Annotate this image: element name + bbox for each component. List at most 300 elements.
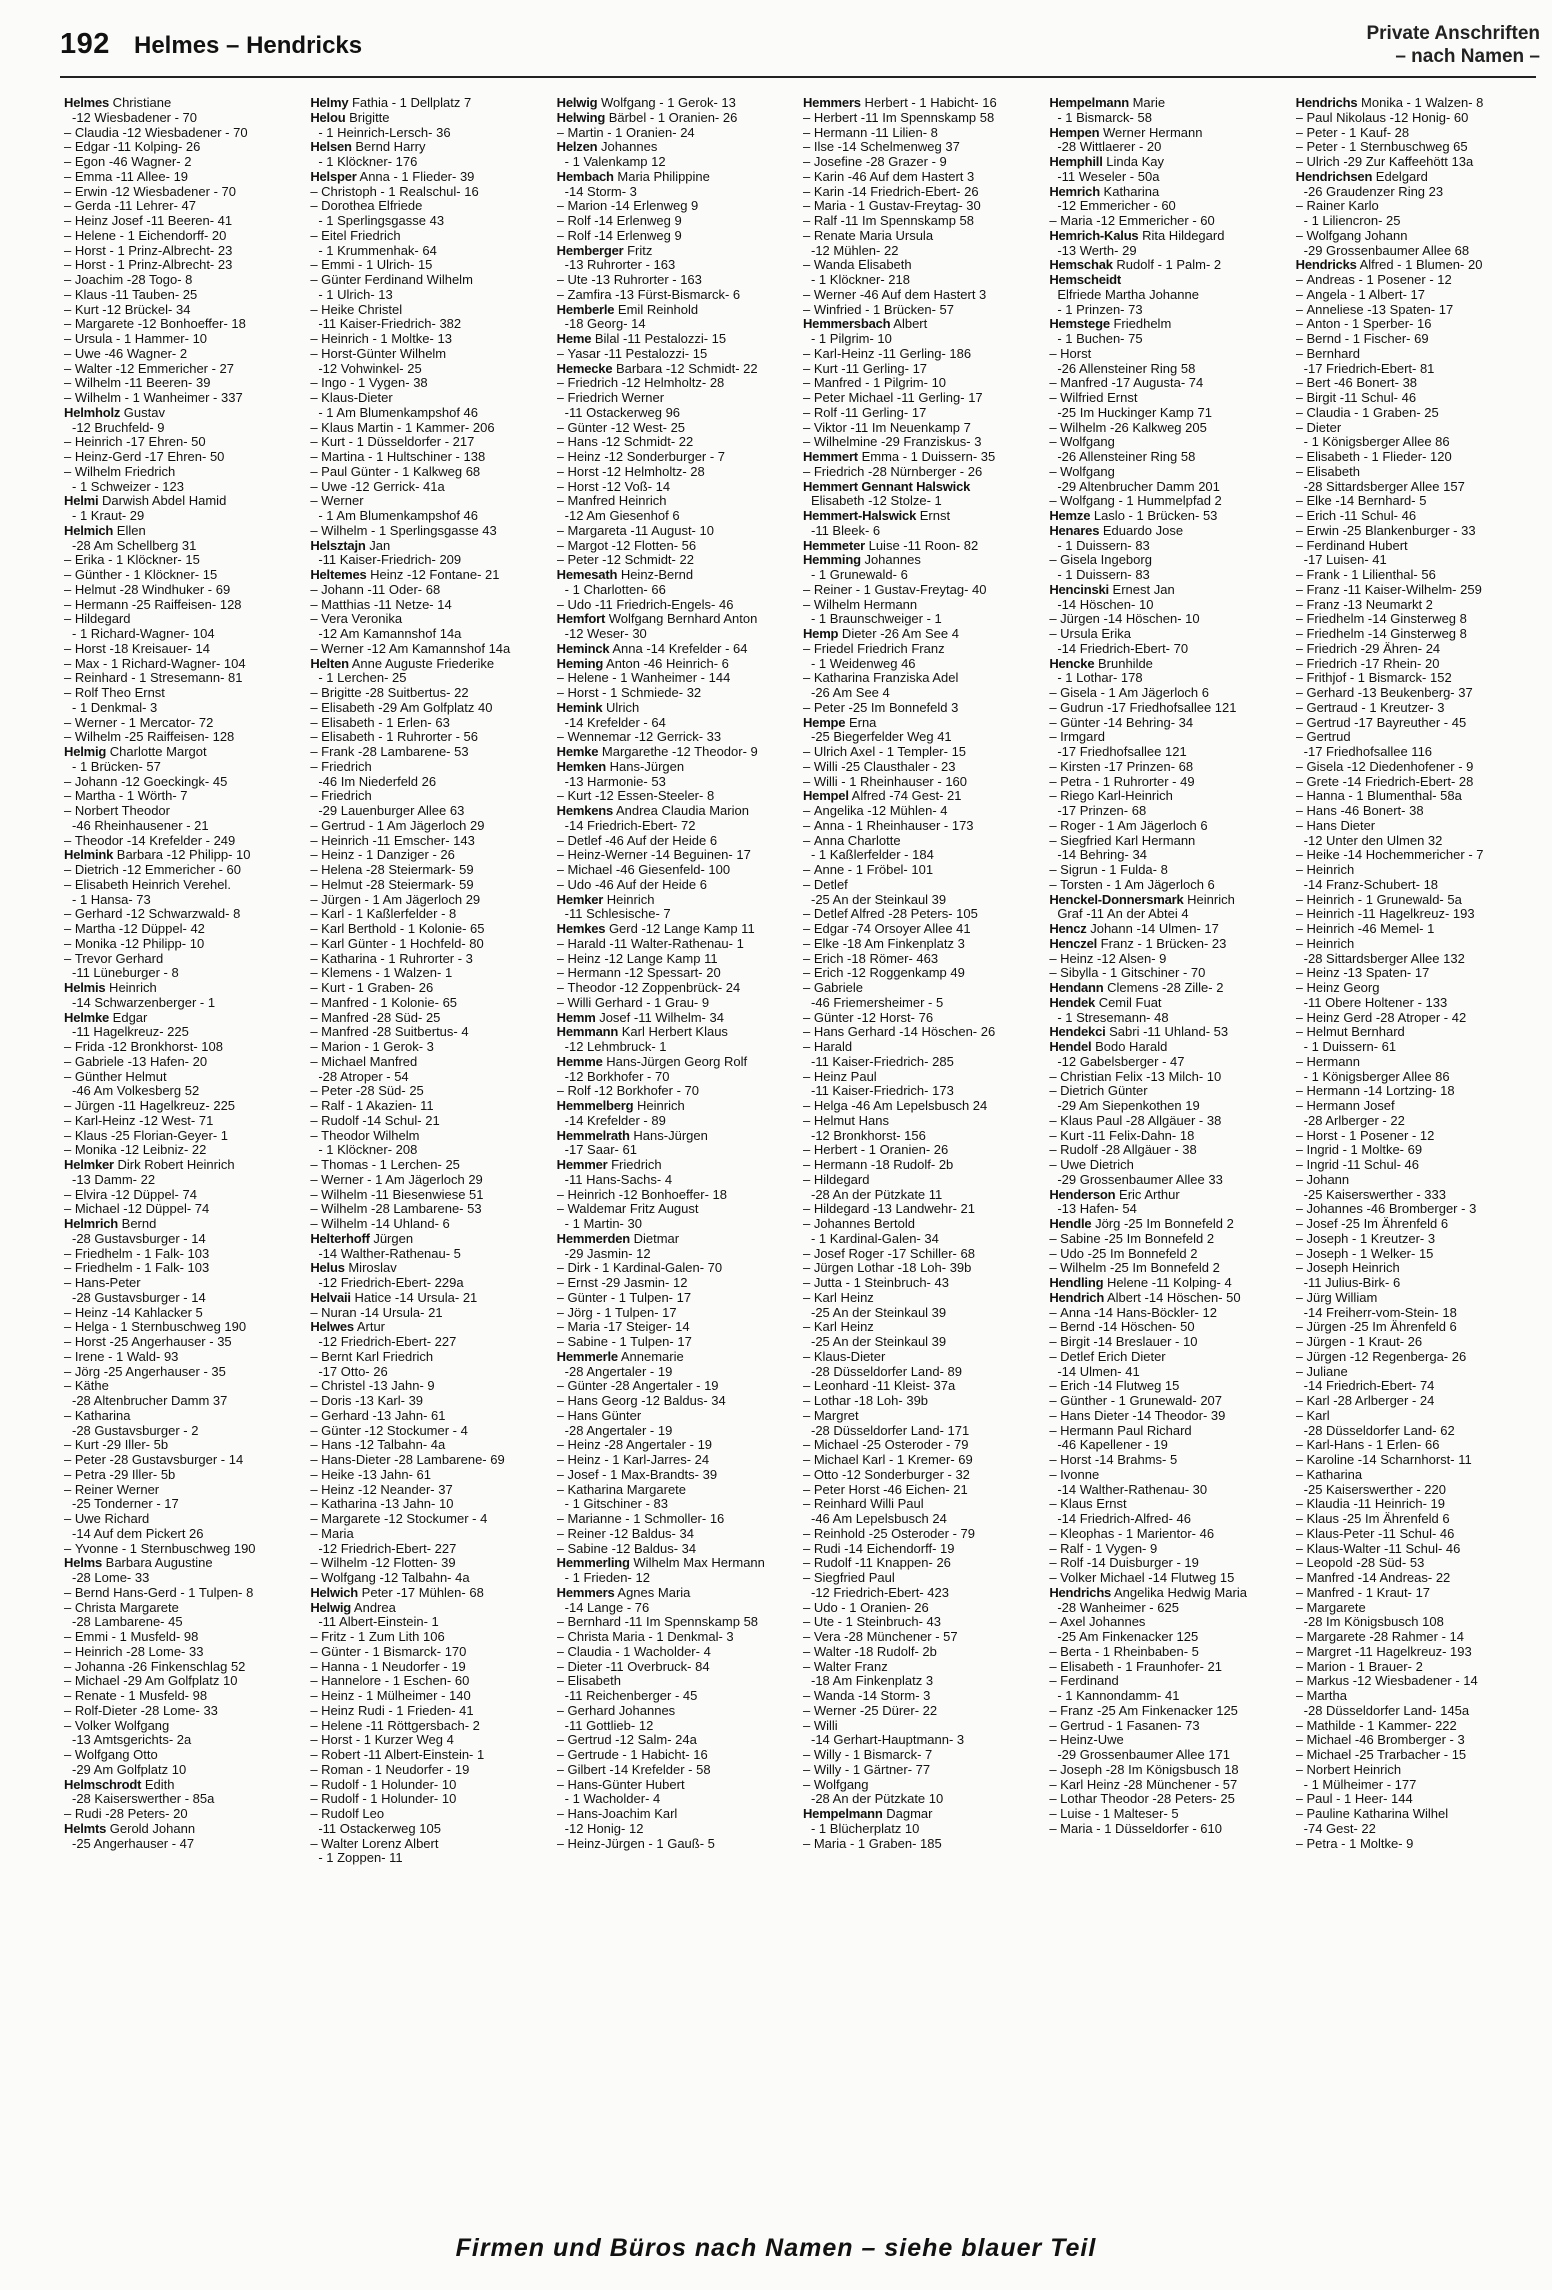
- entry-line: – Angelika -12 Mühlen- 4: [803, 804, 1043, 819]
- entry-surname: Helmink: [64, 848, 114, 863]
- entry-line: – Hans -12 Schmidt- 22: [557, 435, 797, 450]
- entry-line: – Doris -13 Karl- 39: [310, 1394, 550, 1409]
- entry-line: – Friedhelm - 1 Falk- 103: [64, 1261, 304, 1276]
- entry-line: – Klaus Ernst: [1049, 1497, 1289, 1512]
- entry-line: - 1 Am Blumenkampshof 46: [318, 405, 479, 420]
- entry-line: – Margarete: [1296, 1601, 1536, 1616]
- entry-line: – Hermann -18 Rudolf- 2b: [803, 1158, 1043, 1173]
- entry-line: – Elisabeth - 1 Flieder- 120: [1296, 450, 1536, 465]
- entry-line: -12 Mühlen- 22: [810, 243, 899, 258]
- entry-line: -14 Friedrich-Ebert- 74: [1303, 1379, 1435, 1394]
- entry-line: – Elisabeth: [557, 1674, 797, 1689]
- entry-line: – Joseph - 1 Kreutzer- 3: [1296, 1232, 1536, 1247]
- entry-line: - 1 Blücherplatz 10: [810, 1821, 920, 1836]
- entry-line: -28 Atroper - 54: [318, 1069, 409, 1084]
- entry-surname: Hembach: [556, 169, 614, 184]
- entry-line: – Herbert - 1 Oranien- 26: [803, 1143, 1043, 1158]
- entry-line: – Hans-Peter: [64, 1276, 304, 1291]
- entry-first-line: Annemarie: [617, 1349, 684, 1364]
- entry-line: – Herbert -11 Im Spennskamp 58: [803, 111, 1043, 126]
- entry-line: – Rolf -12 Borkhofer - 70: [557, 1084, 797, 1099]
- entry-line: – Uwe -12 Gerrick- 41a: [310, 480, 550, 495]
- entry-line: – Friedel Friedrich Franz: [803, 642, 1043, 657]
- entry-first-line: Heinrich: [603, 892, 655, 907]
- entry-surname: Helou: [310, 110, 346, 125]
- entry-line: – Walter -12 Emmericher - 27: [64, 362, 304, 377]
- entry-line: – Wilhelm - 1 Wanheimer - 337: [64, 391, 304, 406]
- entry-line: – Klaus-Dieter: [803, 1350, 1043, 1365]
- entry-first-line: Johannes: [597, 140, 658, 155]
- entry-surname: Helsztajn: [310, 538, 366, 553]
- entry-line: – Elisabeth - 1 Erlen- 63: [310, 716, 550, 731]
- entry-line: – Heinz - 1 Danziger - 26: [310, 848, 550, 863]
- entry-line: – Sabine -25 Im Bonnefeld 2: [1049, 1232, 1289, 1247]
- entry-line: – Günter -12 Stockumer - 4: [310, 1424, 550, 1439]
- entry-surname: Hemfort: [556, 612, 606, 627]
- entry-first-line: Cemil Fuat: [1095, 995, 1162, 1010]
- entry-line: – Helene -11 Röttgersbach- 2: [310, 1719, 550, 1734]
- entry-line: – Günther - 1 Grunewald- 207: [1049, 1394, 1289, 1409]
- entry-line: -25 Kaiserswerther - 220: [1303, 1482, 1446, 1497]
- entry-line: -28 Düsseldorfer Land- 62: [1303, 1423, 1455, 1438]
- entry-surname: Hemke: [556, 745, 599, 759]
- entry-surname: Hencz: [1049, 922, 1087, 936]
- entry-line: -14 Ulmen- 41: [1057, 1364, 1140, 1379]
- entry-line: – Paul - 1 Heer- 144: [1296, 1792, 1536, 1807]
- entry-line: -12 Am Giesenhof 6: [564, 509, 680, 523]
- entry-line: – Dieter: [1296, 421, 1536, 436]
- entry-line: – Johann: [1296, 1173, 1536, 1188]
- entry-first-line: Ernest Jan: [1108, 582, 1175, 597]
- entry-line: – Jürgen -14 Höschen- 10: [1049, 612, 1289, 627]
- directory-entry: [1049, 922, 1289, 937]
- entry-line: – Margot -12 Flotten- 56: [557, 539, 797, 554]
- entry-line: – Petra - 1 Moltke- 9: [1296, 1837, 1536, 1852]
- directory-entry: [310, 539, 550, 554]
- entry-surname: Heming: [556, 656, 604, 671]
- entry-line: -11 Ostackerweg 105: [318, 1821, 441, 1836]
- entry-line: - 1 Klöckner- 208: [318, 1143, 418, 1158]
- directory-entry: [557, 170, 797, 185]
- entry-line: – Jürg William: [1296, 1291, 1536, 1306]
- entry-line: – Emmi - 1 Musfeld- 98: [64, 1630, 304, 1645]
- entry-first-line: Luise -11 Roon- 82: [864, 538, 979, 553]
- entry-line: – Karoline -14 Scharnhorst- 11: [1296, 1453, 1536, 1468]
- entry-line: – Katharina -13 Jahn- 10: [310, 1497, 550, 1512]
- entry-line: – Elisabeth - 1 Fraunhofer- 21: [1049, 1660, 1289, 1675]
- entry-surname: Helmig: [64, 745, 107, 759]
- entry-line: – Wilhelm -14 Uhland- 6: [310, 1217, 550, 1232]
- entry-line: - 1 Pilgrim- 10: [810, 332, 892, 346]
- entry-line: - 1 Martin- 30: [564, 1217, 642, 1231]
- directory-entry: [64, 1158, 304, 1173]
- directory-entry: [310, 140, 550, 155]
- entry-line: – Friedrich -12 Helmholtz- 28: [557, 376, 797, 391]
- entry-line: – Martina - 1 Hultschiner - 138: [310, 450, 550, 465]
- entry-line: -17 Friedhofsallee 121: [1057, 745, 1187, 759]
- entry-line: – Friedrich -29 Ähren- 24: [1296, 642, 1536, 657]
- entry-line: – Renate - 1 Musfeld- 98: [64, 1689, 304, 1704]
- entry-line: -14 Friedrich-Ebert- 70: [1057, 641, 1189, 656]
- entry-line: – Günther Helmut: [64, 1070, 304, 1085]
- entry-line: -46 Am Lepelsbusch 24: [810, 1512, 947, 1526]
- directory-entry: [310, 1601, 550, 1616]
- entry-line: -12 Am Kamannshof 14a: [318, 627, 462, 641]
- entry-line: -13 Werth- 29: [1057, 243, 1137, 258]
- entry-line: – Rolf -14 Erlenweg 9: [557, 214, 797, 229]
- entry-line: – Joseph - 1 Welker- 15: [1296, 1247, 1536, 1262]
- entry-line: -12 Friedrich-Ebert- 423: [810, 1585, 949, 1600]
- entry-line: -28 Düsseldorfer Land- 89: [810, 1364, 963, 1379]
- entry-line: – Waldemar Fritz August: [557, 1202, 797, 1217]
- entry-line: – Katharina: [1296, 1468, 1536, 1483]
- directory-entry: [557, 303, 797, 318]
- entry-line: -25 Biegerfelder Weg 41: [810, 730, 952, 745]
- directory-entry: [803, 553, 1043, 568]
- entry-line: – Sigrun - 1 Fulda- 8: [1049, 863, 1289, 878]
- entry-line: -28 Düsseldorfer Land- 145a: [1303, 1703, 1470, 1718]
- entry-line: – Manfred - 1 Pilgrim- 10: [803, 376, 1043, 391]
- entry-line: – Gertrud -17 Bayreuther - 45: [1296, 716, 1536, 731]
- directory-entry: [310, 1232, 550, 1247]
- entry-line: – Rolf -14 Erlenweg 9: [557, 229, 797, 244]
- entry-surname: Hendekci: [1049, 1025, 1106, 1040]
- entry-line: – Johannes Bertold: [803, 1217, 1043, 1232]
- entry-line: - 1 Grunewald- 6: [810, 568, 908, 582]
- entry-first-line: Herbert - 1 Habicht- 16: [860, 96, 997, 110]
- entry-surname: Hemmersbach: [802, 317, 891, 332]
- entry-line: -12 Borkhofer - 70: [564, 1069, 670, 1084]
- entry-line: -17 Prinzen- 68: [1057, 804, 1147, 818]
- entry-line: – Pauline Katharina Wilhel: [1296, 1807, 1536, 1822]
- entry-line: -13 Hafen- 54: [1057, 1202, 1137, 1217]
- entry-line: – Ferdinand: [1049, 1674, 1289, 1689]
- entry-line: – Joseph -28 Im Königsbusch 18: [1049, 1763, 1289, 1778]
- entry-line: – Hermann -14 Lortzing- 18: [1296, 1084, 1536, 1099]
- entry-line: – Siegfried Paul: [803, 1571, 1043, 1586]
- directory-entry: [557, 922, 797, 937]
- entry-line: – Helene - 1 Wanheimer - 144: [557, 671, 797, 686]
- entry-first-line: Jürgen: [369, 1231, 414, 1246]
- directory-entry: [64, 1556, 304, 1571]
- entry-line: – Wilhelm -25 Raiffeisen- 128: [64, 730, 304, 745]
- entry-line: – Hermann Josef: [1296, 1099, 1536, 1114]
- entry-line: – Wilhelm -28 Lambarene- 53: [310, 1202, 550, 1217]
- entry-first-line: Emil Reinhold: [614, 302, 699, 317]
- directory-entry: [557, 612, 797, 627]
- entry-line: – Axel Johannes: [1049, 1615, 1289, 1630]
- entry-line: – Maria -12 Emmericher - 60: [1049, 214, 1289, 229]
- entry-line: – Wilhelm Hermann: [803, 598, 1043, 613]
- entry-line: – Jutta - 1 Steinbruch- 43: [803, 1276, 1043, 1291]
- entry-surname: Hemmert Gennant Halswick: [802, 479, 971, 494]
- entry-first-line: Anne Auguste Friederike: [348, 656, 495, 671]
- entry-first-line: Hans-Jürgen: [629, 1128, 708, 1143]
- directory-column: [64, 96, 304, 2216]
- entry-line: -28 Kaiserswerther - 85a: [72, 1792, 215, 1807]
- entry-line: - 1 Kaßlerfelder - 184: [810, 848, 934, 863]
- entry-line: – Hermann Paul Richard: [1049, 1424, 1289, 1439]
- entry-surname: Helmy: [310, 96, 349, 110]
- entry-line: – Berta - 1 Rheinbaben- 5: [1049, 1645, 1289, 1660]
- entry-line: -11 Albert-Einstein- 1: [318, 1615, 439, 1630]
- entry-line: -28 An der Pützkate 10: [810, 1792, 944, 1807]
- entry-line: -11 Lüneburger - 8: [72, 966, 179, 981]
- entry-line: – Gertrud - 1 Am Jägerloch 29: [310, 819, 550, 834]
- entry-line: -14 Auf dem Pickert 26: [72, 1526, 204, 1541]
- entry-line: – Walter Franz: [803, 1660, 1043, 1675]
- entry-line: – Karl-Heinz -11 Gerling- 186: [803, 347, 1043, 362]
- entry-first-line: Miroslav: [344, 1261, 397, 1276]
- entry-line: - 1 Kardinal-Galen- 34: [810, 1231, 939, 1246]
- entry-line: – Gertrude - 1 Habicht- 16: [557, 1748, 797, 1763]
- entry-line: – Ralf -11 Im Spennskamp 58: [803, 214, 1043, 229]
- entry-line: – Gabriele -13 Hafen- 20: [64, 1055, 304, 1070]
- entry-line: – Marianne - 1 Schmoller- 16: [557, 1512, 797, 1527]
- entry-surname: Helmholz: [64, 405, 121, 420]
- directory-column: [1296, 96, 1536, 2216]
- directory-entry: [1049, 155, 1289, 170]
- directory-entry: [310, 1291, 550, 1306]
- entry-surname: Hemmers: [556, 1585, 615, 1600]
- entry-line: – Franz -25 Am Finkenacker 125: [1049, 1704, 1289, 1719]
- entry-line: – Hans Dieter -14 Theodor- 39: [1049, 1409, 1289, 1424]
- entry-line: -28 Lambarene- 45: [72, 1615, 183, 1630]
- entry-line: – Katharina Franziska Adel: [803, 671, 1043, 686]
- entry-line: – Günter - 1 Bismarck- 170: [310, 1645, 550, 1660]
- entry-first-line: Dietmar: [630, 1231, 680, 1246]
- entry-line: – Gertrud -12 Salm- 24a: [557, 1733, 797, 1748]
- entry-line: -28 Wanheimer - 625: [1057, 1600, 1179, 1615]
- entry-first-line: Franz - 1 Brücken- 23: [1097, 936, 1227, 951]
- entry-line: – Vera -28 Münchener - 57: [803, 1630, 1043, 1645]
- entry-line: -18 Georg- 14: [564, 317, 646, 332]
- entry-line: -28 Gustavsburger - 14: [72, 1290, 206, 1305]
- entry-line: -11 Kaiser-Friedrich- 382: [318, 317, 462, 332]
- directory-column: [310, 96, 550, 2216]
- entry-line: – Ute - 1 Steinbruch- 43: [803, 1615, 1043, 1630]
- entry-surname: Hendrichsen: [1295, 169, 1373, 184]
- entry-line: -28 Gustavsburger - 14: [72, 1231, 206, 1246]
- entry-line: – Hermann -12 Spessart- 20: [557, 966, 797, 981]
- directory-entry: [1049, 509, 1289, 524]
- entry-line: – Peter - 1 Kauf- 28: [1296, 126, 1536, 141]
- entry-line: -11 Schlesische- 7: [564, 907, 671, 922]
- entry-line: - 1 Brücken- 57: [72, 759, 161, 774]
- entry-line: -46 Kapellener - 19: [1057, 1438, 1168, 1453]
- entry-line: – Ulrich -29 Zur Kaffeehött 13a: [1296, 155, 1536, 170]
- entry-line: – Werner -25 Dürer- 22: [803, 1704, 1043, 1719]
- page-number: 192: [60, 28, 110, 60]
- entry-line: – Ferdinand Hubert: [1296, 539, 1536, 554]
- directory-entry: [1296, 258, 1536, 273]
- entry-line: – Hanna - 1 Blumenthal- 58a: [1296, 789, 1536, 804]
- entry-line: – Sabine -12 Baldus- 34: [557, 1542, 797, 1557]
- entry-line: – Horst - 1 Posener - 12: [1296, 1129, 1536, 1144]
- entry-line: – Walter Lorenz Albert: [310, 1837, 550, 1852]
- entry-line: – Michael Manfred: [310, 1055, 550, 1070]
- entry-line: – Helmut -28 Windhuker - 69: [64, 583, 304, 598]
- entry-line: – Winfried - 1 Brücken- 57: [803, 303, 1043, 318]
- entry-line: – Hans Dieter: [1296, 819, 1536, 834]
- entry-line: – Lothar Theodor -28 Peters- 25: [1049, 1792, 1289, 1807]
- entry-line: – Matthias -11 Netze- 14: [310, 598, 550, 613]
- entry-line: -12 Friedrich-Ebert- 227: [318, 1335, 457, 1349]
- entry-first-line: Gerold Johann: [106, 1821, 196, 1836]
- entry-line: – Andreas - 1 Posener - 12: [1296, 273, 1536, 288]
- entry-first-line: Hans-Jürgen: [606, 759, 685, 774]
- entry-line: – Hans-Dieter -28 Lambarene- 69: [310, 1453, 550, 1468]
- entry-first-line: Andrea: [351, 1600, 396, 1615]
- entry-line: – Petra -29 Iller- 5b: [64, 1468, 304, 1483]
- entry-line: – Gisela -12 Diedenhofener - 9: [1296, 760, 1536, 775]
- entry-line: – Bernt Karl Friedrich: [310, 1350, 550, 1365]
- entry-line: -28 Lome- 33: [72, 1571, 150, 1585]
- entry-line: – Klaudia -11 Heinrich- 19: [1296, 1497, 1536, 1512]
- entry-line: – Erika - 1 Klöckner- 15: [64, 553, 304, 568]
- directory-entry: [1049, 981, 1289, 996]
- entry-surname: Helvaii: [310, 1290, 351, 1305]
- entry-line: -13 Damm- 22: [72, 1172, 156, 1187]
- entry-line: -12 Bruchfeld- 9: [72, 420, 165, 435]
- entry-line: – Horst: [1049, 347, 1289, 362]
- entry-line: – Rainer Karlo: [1296, 199, 1536, 214]
- entry-line: – Sibylla - 1 Gitschiner - 70: [1049, 966, 1289, 981]
- entry-line: – Bernd -14 Höschen- 50: [1049, 1320, 1289, 1335]
- entry-first-line: Barbara Augustine: [102, 1556, 213, 1571]
- entry-line: – Reiner -12 Baldus- 34: [557, 1527, 797, 1542]
- entry-surname: Hemmert-Halswick: [802, 509, 917, 523]
- entry-line: – Birgit -14 Breslauer - 10: [1049, 1335, 1289, 1350]
- entry-line: – Bernhard: [1296, 347, 1536, 362]
- entry-first-line: Laslo - 1 Brücken- 53: [1090, 509, 1218, 523]
- entry-line: – Michael Karl - 1 Kremer- 69: [803, 1453, 1043, 1468]
- directory-entry: [1049, 258, 1289, 273]
- entry-first-line: Heinz -12 Fontane- 21: [366, 568, 500, 582]
- entry-first-line: Bodo Harald: [1091, 1040, 1168, 1054]
- directory-entry: [64, 1778, 304, 1793]
- directory-entry: [803, 627, 1043, 642]
- entry-first-line: Hans-Jürgen Georg Rolf: [602, 1054, 748, 1069]
- entry-line: – Anna - 1 Rheinhauser - 173: [803, 819, 1043, 834]
- entry-line: – Heinz -12 Alsen- 9: [1049, 952, 1289, 967]
- entry-surname: Helus: [310, 1261, 345, 1276]
- directory-entry: [803, 480, 1043, 495]
- entry-line: - 1 Königsberger Allee 86: [1303, 1069, 1450, 1084]
- entry-line: -14 Krefelder - 89: [564, 1113, 666, 1128]
- entry-line: – Harald -11 Walter-Rathenau- 1: [557, 937, 797, 952]
- entry-line: – Dorothea Elfriede: [310, 199, 550, 214]
- entry-line: -28 Angertaler - 19: [564, 1364, 673, 1379]
- entry-line: – Elisabeth - 1 Ruhrorter - 56: [310, 730, 550, 745]
- entry-surname: Hemmer: [556, 1158, 608, 1172]
- entry-line: -11 Hagelkreuz- 225: [72, 1025, 189, 1040]
- entry-line: – Wolfgang Johann: [1296, 229, 1536, 244]
- entry-line: – Gerhard -12 Schwarzwald- 8: [64, 907, 304, 922]
- entry-line: – Johanna -26 Finkenschlag 52: [64, 1660, 304, 1675]
- entry-line: – Yvonne - 1 Sternbuschweg 190: [64, 1542, 304, 1557]
- entry-line: -12 Honig- 12: [564, 1821, 644, 1836]
- entry-line: -28 Am Schellberg 31: [72, 538, 197, 553]
- directory-entry: [64, 1822, 304, 1837]
- entry-line: – Wanda -14 Storm- 3: [803, 1689, 1043, 1704]
- entry-line: -14 Friedrich-Alfred- 46: [1057, 1512, 1191, 1526]
- entry-line: – Elvira -12 Düppel- 74: [64, 1188, 304, 1203]
- directory-entry: [557, 701, 797, 716]
- entry-first-line: Fritz: [623, 243, 653, 258]
- entry-line: – Udo -11 Friedrich-Engels- 46: [557, 598, 797, 613]
- entry-line: – Heinrich -11 Hagelkreuz- 193: [1296, 907, 1536, 922]
- entry-line: – Irene - 1 Wald- 93: [64, 1350, 304, 1365]
- entry-surname: Hemrich-Kalus: [1049, 228, 1139, 243]
- directory-entry: [310, 170, 550, 185]
- entry-surname: Hemberger: [556, 243, 624, 258]
- entry-line: – Wolfgang: [803, 1778, 1043, 1793]
- entry-first-line: Edith: [141, 1777, 175, 1792]
- entry-first-line: Ernst: [916, 509, 951, 523]
- entry-line: – Joachim -28 Togo- 8: [64, 273, 304, 288]
- entry-line: Graf -11 An der Abtei 4: [1057, 907, 1189, 922]
- entry-line: - 1 Mülheimer - 177: [1303, 1777, 1417, 1792]
- entry-line: -25 An der Steinkaul 39: [810, 1335, 947, 1349]
- entry-line: – Michael -25 Osteroder - 79: [803, 1438, 1043, 1453]
- entry-line: – Ingrid -11 Schul- 46: [1296, 1158, 1536, 1173]
- entry-surname: Hencinski: [1049, 582, 1109, 597]
- entry-line: - 1 Schweizer - 123: [72, 479, 184, 494]
- directory-entry: [803, 317, 1043, 332]
- directory-entry: [1049, 524, 1289, 539]
- entry-first-line: Wilhelm Max Hermann: [629, 1556, 765, 1571]
- entry-line: – Riego Karl-Heinrich: [1049, 789, 1289, 804]
- entry-surname: Helmker: [64, 1158, 114, 1172]
- entry-line: – Gisela - 1 Am Jägerloch 6: [1049, 686, 1289, 701]
- entry-surname: Helmis: [64, 981, 106, 995]
- entry-line: – Manfred -28 Suitbertus- 4: [310, 1025, 550, 1040]
- entry-line: -29 Grossenbaumer Allee 171: [1057, 1748, 1231, 1762]
- entry-line: -14 Schwarzenberger - 1: [72, 995, 216, 1010]
- header-rule: [60, 76, 1536, 78]
- directory-entry: [557, 1586, 797, 1601]
- entry-line: – Heinz-Gerd -17 Ehren- 50: [64, 450, 304, 465]
- entry-surname: Hemkens: [556, 804, 614, 818]
- entry-line: – Karl Berthold - 1 Kolonie- 65: [310, 922, 550, 937]
- entry-line: – Manfred - 1 Kraut- 17: [1296, 1586, 1536, 1601]
- entry-line: – Margret: [803, 1409, 1043, 1424]
- entry-first-line: Gerd -12 Lange Kamp 11: [605, 922, 755, 936]
- directory-entry: [64, 1217, 304, 1232]
- entry-surname: Helterhoff: [310, 1231, 370, 1246]
- directory-entry: [64, 1011, 304, 1026]
- entry-surname: Hemrich: [1049, 184, 1100, 199]
- directory-entry: [1049, 937, 1289, 952]
- entry-line: – Norbert Theodor: [64, 804, 304, 819]
- entry-surname: Hendrichs: [1295, 96, 1358, 110]
- entry-line: - 1 Krummenhak- 64: [318, 243, 437, 258]
- entry-first-line: Bärbel - 1 Oranien- 26: [605, 110, 738, 125]
- entry-line: – Anna -14 Hans-Böckler- 12: [1049, 1306, 1289, 1321]
- entry-first-line: Bernd: [118, 1217, 157, 1231]
- entry-line: – Heinrich -12 Bonhoeffer- 18: [557, 1188, 797, 1203]
- directory-entry: [557, 893, 797, 908]
- entry-line: – Maria -17 Steiger- 14: [557, 1320, 797, 1335]
- entry-line: – Friedhelm -14 Ginsterweg 8: [1296, 612, 1536, 627]
- entry-line: – Peter -12 Schmidt- 22: [557, 553, 797, 568]
- entry-line: -26 Allensteiner Ring 58: [1057, 361, 1196, 376]
- entry-first-line: Peter -17 Mühlen- 68: [358, 1585, 484, 1600]
- entry-line: – Bert -46 Bonert- 38: [1296, 376, 1536, 391]
- entry-line: – Helga -46 Am Lepelsbusch 24: [803, 1099, 1043, 1114]
- entry-line: – Manfred - 1 Kolonie- 65: [310, 996, 550, 1011]
